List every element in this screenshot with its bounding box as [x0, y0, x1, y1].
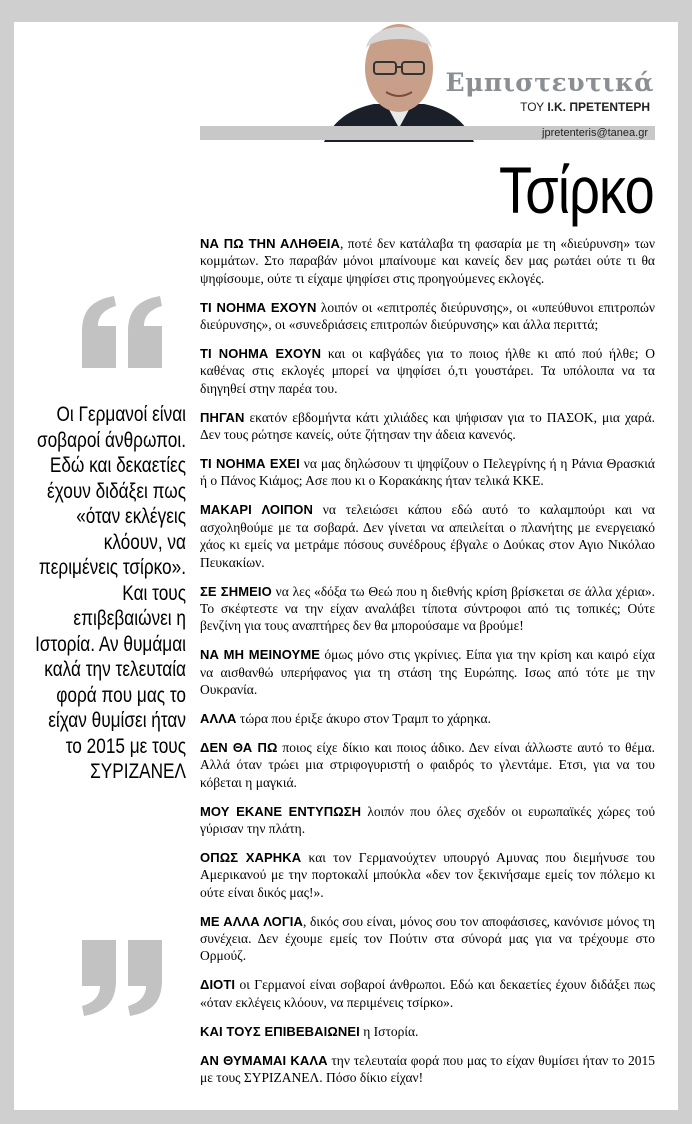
paragraph-lead: ΜΕ ΑΛΛΑ ΛΟΓΙΑ [200, 913, 303, 929]
paragraph-text: λοιπόν οι «επιτροπές διεύρυνσης», οι «υπεύθυνοι επιτροπών διεύρυνσης», οι «συνεδριάσεις επιτροπών διεύρυνσης» και άλλα περιττά; [200, 299, 655, 333]
paragraph-text: , ποτέ δεν κατάλαβα τη φασαρία με τη «διεύρυνση» των κομμάτων. Στο παραβάν μόνοι μπαίνουμε και κανείς δεν μας ρωτάει ούτε τι θα ψηφίσουμε, ούτε τι είχαμε ψηφίσει στις προηγούμενες εκλογές. [200, 236, 655, 286]
paragraph-lead: ΝΑ ΠΩ ΤΗΝ ΑΛΗΘΕΙΑ [200, 236, 340, 251]
paragraph [200, 1052, 655, 1087]
paragraph [200, 299, 655, 334]
paragraph-lead: ΜΑΚΑΡΙ ΛΟΙΠΟΝ [200, 502, 313, 518]
paragraph [200, 1023, 655, 1040]
paragraph-text: την τελευταία φορά που μας το είχαν θυμίσει ήταν το 2015 με τους ΣΥΡΙΖΑΝΕΛ. Πόσο δίκιο είχαν! [200, 1052, 655, 1085]
article-body [200, 235, 655, 1098]
paragraph-lead: ΜΟΥ ΕΚΑΝΕ ΕΝΤΥΠΩΣΗ [200, 803, 362, 819]
paragraph-lead: ΤΙ ΝΟΗΜΑ ΕΧΟΥΝ [200, 346, 322, 362]
paragraph [200, 235, 655, 287]
paragraph-lead: ΤΙ ΝΟΗΜΑ ΕΧΕΙ [200, 456, 300, 472]
paragraph [200, 409, 655, 444]
byline [520, 100, 650, 114]
paragraph-text: τώρα που έριξε άκυρο στον Τραμπ το χάρηκα. [236, 710, 491, 726]
paragraph-text: οι Γερμανοί είναι σοβαροί άνθρωποι. Εδώ και δεκαετίες έχουν διδάξει πως «όταν εκλέγεις κλόουν, να περιμένεις τσίρκο». [200, 977, 655, 1010]
paragraph [200, 976, 655, 1011]
column-title: Εμπιστευτικά [445, 68, 654, 97]
paragraph [200, 455, 655, 490]
paragraph-lead: ΟΠΩΣ ΧΑΡΗΚΑ [200, 849, 302, 865]
open-quote-icon [78, 292, 168, 382]
paragraph [200, 849, 655, 901]
byline-prefix: ΤΟΥ [520, 100, 544, 114]
paragraph-lead: ΔΙΟΤΙ [200, 977, 236, 993]
paragraph-text: να τελειώσει κάπου εδώ αυτό το καλαμπούρι και να ασχοληθούμε με τα σοβαρά. Δεν γίνεται να απειλείται ο πλανήτης με ενεργειακό χάος κι εμείς να μετράμε πόσους συνέδρους έβγαλε ο Δούκας στον Αγιο Νικόλαο Πευκακίων. [200, 502, 655, 570]
paragraph-text: ποιος είχε δίκιο και ποιος άδικο. Δεν είναι άλλωστε αυτό το θέμα. Αλλά όταν τρώει μια στριφογυριστή ο φαιδρός το γλεντάμε. Ετσι, για να του κόβεται η μαγκιά. [200, 739, 655, 790]
paragraph [200, 710, 655, 727]
byline-author: Ι.Κ. ΠΡΕΤΕΝΤΕΡΗ [547, 100, 650, 114]
paragraph-text: και οι καβγάδες για το ποιος ήλθε κι από πού ήλθε; Ο καθένας στις εκλογές μπορεί να ψηφίσει ό,τι γουστάρει. Τα υπόλοιπα να τα διηγηθεί στην παρέα του. [200, 346, 655, 396]
paragraph [200, 803, 655, 838]
paragraph [200, 501, 655, 571]
paragraph [200, 739, 655, 791]
paragraph-lead: ΑΝ ΘΥΜΑΜΑΙ ΚΑΛΑ [200, 1052, 328, 1068]
paragraph-text: και τον Γερμανούχτεν υπουργό Αμυνας που διεμήνυσε του Αμερικανού με την πορτοκαλί μπούκλα «δεν τον ξεκινήσαμε εμείς τον πόλεμο κι ούτε είναι δικός μας!». [200, 849, 655, 900]
paragraph-text: , δικός σου είναι, μόνος σου τον αποφάσισες, κανόνισε μόνος τη συνέχεια. Δεν έχουμε εμείς τον Πούτιν στα σύνορά μας για να τρέχουμε στο Ορμούζ. [200, 913, 655, 964]
close-quote-icon [78, 930, 168, 1020]
paragraph-lead: ΚΑΙ ΤΟΥΣ ΕΠΙΒΕΒΑΙΩΝΕΙ [200, 1023, 360, 1039]
paragraph-text: η Ιστορία. [359, 1023, 419, 1039]
pull-quote: Οι Γερμανοί είναι σοβαροί άνθρωποι. Εδώ και δεκαετίες έχουν διδάξει πως «όταν εκλέγεις κλόουν, να περιμένεις τσίρκο». Και τους επιβεβαιώνει η Ιστορία. Αν θυμάμαι καλά την τελευταία φορά που μας το είχαν θυμίσει ήταν το 2015 με τους ΣΥΡΙΖΑΝΕΛ [35, 403, 187, 783]
newspaper-page [14, 22, 678, 1110]
paragraph [200, 646, 655, 698]
headline: Τσίρκο [499, 153, 654, 227]
paragraph-text: να μας δηλώσουν τι ψηφίζουν ο Πελεγρίνης ή η Ράνια Θρασκιά ή ο Πάνος Κιάμος; Ασε που κι ο Κορακάκης ήταν τελικά ΚΚΕ. [200, 456, 656, 489]
paragraph-text: όμως μόνο στις γκρίνιες. Είπα για την κρίση και καιρό είχα να αισθανθώ υπερήφανος για τη στάση της Ευρώπης. Ισως από τότε με την Ουκρανία. [200, 647, 655, 698]
author-email[interactable]: jpretenteris@tanea.gr [542, 127, 648, 139]
paragraph-lead: ΝΑ ΜΗ ΜΕΙΝΟΥΜΕ [200, 647, 321, 663]
paragraph-lead: ΤΙ ΝΟΗΜΑ ΕΧΟΥΝ [200, 299, 317, 315]
paragraph [200, 345, 655, 397]
paragraph-text: να λες «δόξα τω Θεώ που η διεθνής κρίση βρίσκεται σε άλλα χέρια». Το σκέφτεστε να την είχαν αναλάβει τίποτα σύντροφοι από τις τοπικές; Ούτε βενζίνη για τους αναπτήρες δεν θα μπορούσαμε να βρούμε! [200, 583, 655, 634]
paragraph [200, 583, 655, 635]
paragraph-lead: ΑΛΛΑ [200, 710, 237, 726]
paragraph-lead: ΠΗΓΑΝ [200, 409, 245, 425]
paragraph-lead: ΔΕΝ ΘΑ ΠΩ [200, 739, 278, 755]
paragraph [200, 913, 655, 965]
paragraph-text: εκατόν εβδομήντα κάτι χιλιάδες και ψήφισαν για το ΠΑΣΟΚ, μια χαρά. Δεν τους ρώτησε κανείς, ούτε ζήτησαν την άδεια κανενός. [200, 409, 655, 443]
paragraph-text: λοιπόν που όλες σχεδόν οι ευρωπαϊκές χώρες τού γύρισαν την πλάτη. [200, 803, 655, 836]
paragraph-lead: ΣΕ ΣΗΜΕΙΟ [200, 583, 272, 599]
